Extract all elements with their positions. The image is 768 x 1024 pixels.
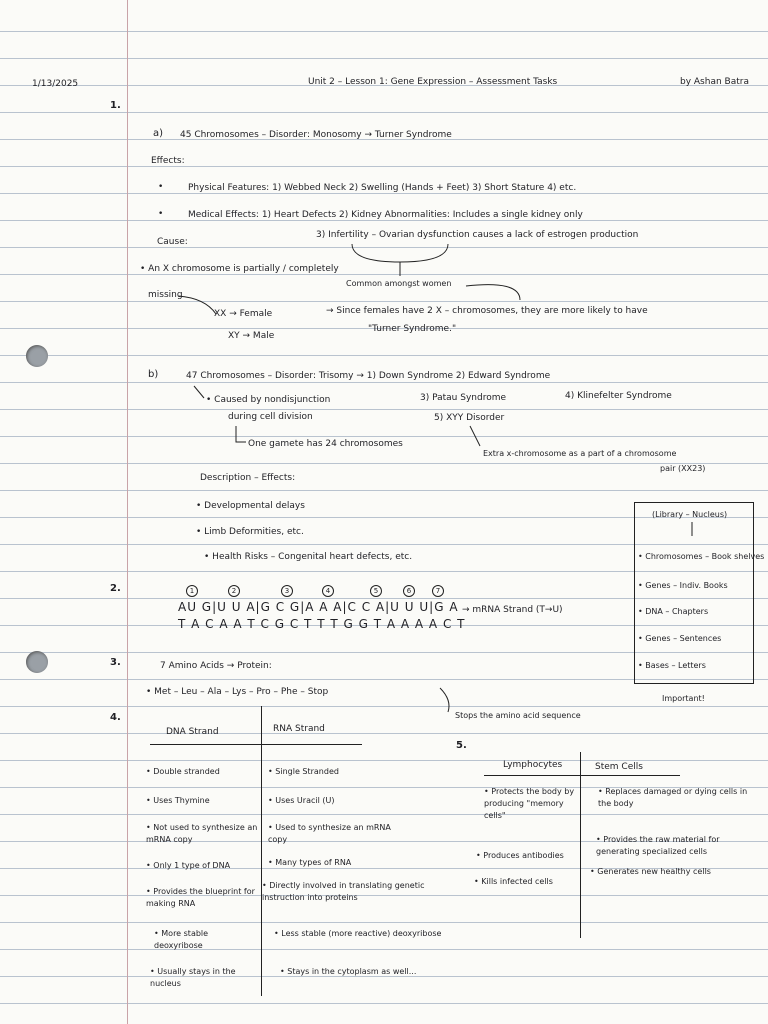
stop-arrow [440, 688, 449, 712]
rna-item-6: • Less stable (more reactive) deoxyribose [274, 929, 442, 938]
trisomy-arrow [194, 386, 204, 398]
mrna-arrow-note: → mRNA Strand (T→U) [462, 605, 563, 615]
bullet: • [158, 182, 164, 192]
important-note: Important! [662, 694, 705, 703]
developmental-delays: • Developmental delays [196, 501, 305, 511]
klinefelter: 4) Klinefelter Syndrome [565, 391, 672, 401]
rna-item-4: • Many types of RNA [268, 858, 352, 867]
rna-strand-header: RNA Strand [273, 724, 325, 734]
rna-item-3: • Used to synthesize an mRNA copy [268, 823, 391, 844]
stem-cells-header: Stem Cells [595, 762, 643, 772]
codon-circle-2: 2 [228, 585, 240, 597]
question-1-number: 1. [110, 100, 121, 111]
date: 1/13/2025 [32, 79, 79, 89]
description-heading: Description – Effects: [200, 473, 296, 483]
dna-item-7: • Usually stays in the nucleus [150, 967, 236, 988]
question-3-number: 3. [110, 657, 121, 668]
dna-item-6: • More stable deoxyribose [154, 929, 209, 950]
lymph-item-2: • Produces antibodies [476, 851, 564, 860]
rna-item-7: • Stays in the cytoplasm as well... [280, 967, 417, 976]
mrna-sequence: AU G|U U A|G C G|A A A|C C A|U U U|G A [178, 600, 459, 614]
codon-circle-6: 6 [403, 585, 415, 597]
dna-item-3: • Not used to synthesize an mRNA copy [146, 823, 258, 844]
turner-note: "Turner Syndrome." [368, 324, 457, 334]
amino-acid-chain: • Met – Leu – Ala – Lys – Pro – Phe – Stop [146, 687, 329, 697]
dna-item-1: • Double stranded [146, 767, 220, 776]
during-text: during cell division [228, 412, 313, 422]
q1a-line: 45 Chromosomes – Disorder: Monosomy → Turner Syndrome [180, 130, 452, 140]
dna-strand-header: DNA Strand [166, 727, 219, 737]
stem-item-2: • Provides the raw material for generating specialized cells [596, 835, 720, 856]
xyy-arrow [470, 426, 480, 446]
medical-effects: Medical Effects: 1) Heart Defects 2) Kidney Abnormalities: Includes a single kidney only [188, 210, 583, 220]
library-item-1: • Chromosomes – Book shelves [638, 552, 765, 561]
q1b-line: 47 Chromosomes – Disorder: Trisomy → 1) Down Syndrome 2) Edward Syndrome [186, 371, 551, 381]
gamete-note: One gamete has 24 chromosomes [248, 439, 403, 449]
limb-deformities: • Limb Deformities, etc. [196, 527, 304, 537]
common-brace [352, 244, 448, 262]
codon-circle-7: 7 [432, 585, 444, 597]
gamete-arrow [236, 426, 246, 442]
q1a-label: a) [153, 128, 164, 139]
codon-circle-4: 4 [322, 585, 334, 597]
health-risks: • Health Risks – Congenital heart defects, etc. [204, 552, 413, 562]
rna-item-5: • Directly involved in translating genetic instruction into proteins [262, 881, 425, 902]
missing-arrow [178, 296, 216, 314]
medical-effect-3: 3) Infertility – Ovarian dysfunction causes a lack of estrogen production [316, 230, 639, 240]
since-note: → Since females have 2 X – chromosomes, they are more likely to have [326, 306, 648, 316]
codon-circle-1: 1 [186, 585, 198, 597]
xyy-disorder: 5) XYY Disorder [434, 413, 505, 423]
cause-heading: Cause: [157, 237, 188, 247]
question-4-number: 4. [110, 712, 121, 723]
stem-item-3: • Generates new healthy cells [590, 867, 711, 876]
question-5-number: 5. [456, 740, 467, 751]
caused-text: • Caused by nondisjunction [206, 395, 331, 405]
lymph-item-1: • Protects the body by producing "memory cells" [484, 787, 575, 820]
codon-circle-3: 3 [281, 585, 293, 597]
q1b-label: b) [148, 369, 159, 380]
dna-item-4: • Only 1 type of DNA [146, 861, 231, 870]
question-2-number: 2. [110, 583, 121, 594]
xx-female: XX → Female [214, 309, 273, 319]
missing-text: missing [148, 290, 183, 300]
rna-item-2: • Uses Uracil (U) [268, 796, 335, 805]
cause-text: • An X chromosome is partially / completely [140, 264, 339, 274]
common-note: Common amongst women [346, 279, 452, 288]
effects-heading: Effects: [151, 156, 185, 166]
codon-circle-5: 5 [370, 585, 382, 597]
library-title: (Library – Nucleus) [652, 510, 728, 519]
library-item-2: • Genes – Indiv. Books [638, 581, 728, 590]
bullet: • [158, 209, 164, 219]
author: by Ashan Batra [680, 77, 749, 87]
physical-features: Physical Features: 1) Webbed Neck 2) Swelling (Hands + Feet) 3) Short Stature 4) etc. [188, 183, 577, 193]
stop-note: Stops the amino acid sequence [455, 711, 581, 720]
rna-item-1: • Single Stranded [268, 767, 339, 776]
pair-note: pair (XX23) [660, 464, 706, 473]
library-item-4: • Genes – Sentences [638, 634, 722, 643]
dna-sequence: T A C A A T C G C T T T G G T A A A A C T [178, 617, 466, 631]
page-title: Unit 2 – Lesson 1: Gene Expression – Assessment Tasks [308, 77, 558, 87]
dna-item-5: • Provides the blueprint for making RNA [146, 887, 255, 908]
patau: 3) Patau Syndrome [420, 393, 507, 403]
library-item-5: • Bases – Letters [638, 661, 706, 670]
stem-item-1: • Replaces damaged or dying cells in the body [598, 787, 748, 808]
common-to-since-arrow [466, 285, 520, 300]
lymph-item-3: • Kills infected cells [474, 877, 553, 886]
lymphocytes-header: Lymphocytes [503, 760, 563, 770]
amino-acid-heading: 7 Amino Acids → Protein: [160, 661, 272, 671]
xy-male: XY → Male [228, 331, 275, 341]
extra-chromosome-note: Extra x-chromosome as a part of a chromosome [483, 449, 677, 458]
dna-item-2: • Uses Thymine [146, 796, 210, 805]
library-item-3: • DNA – Chapters [638, 607, 709, 616]
